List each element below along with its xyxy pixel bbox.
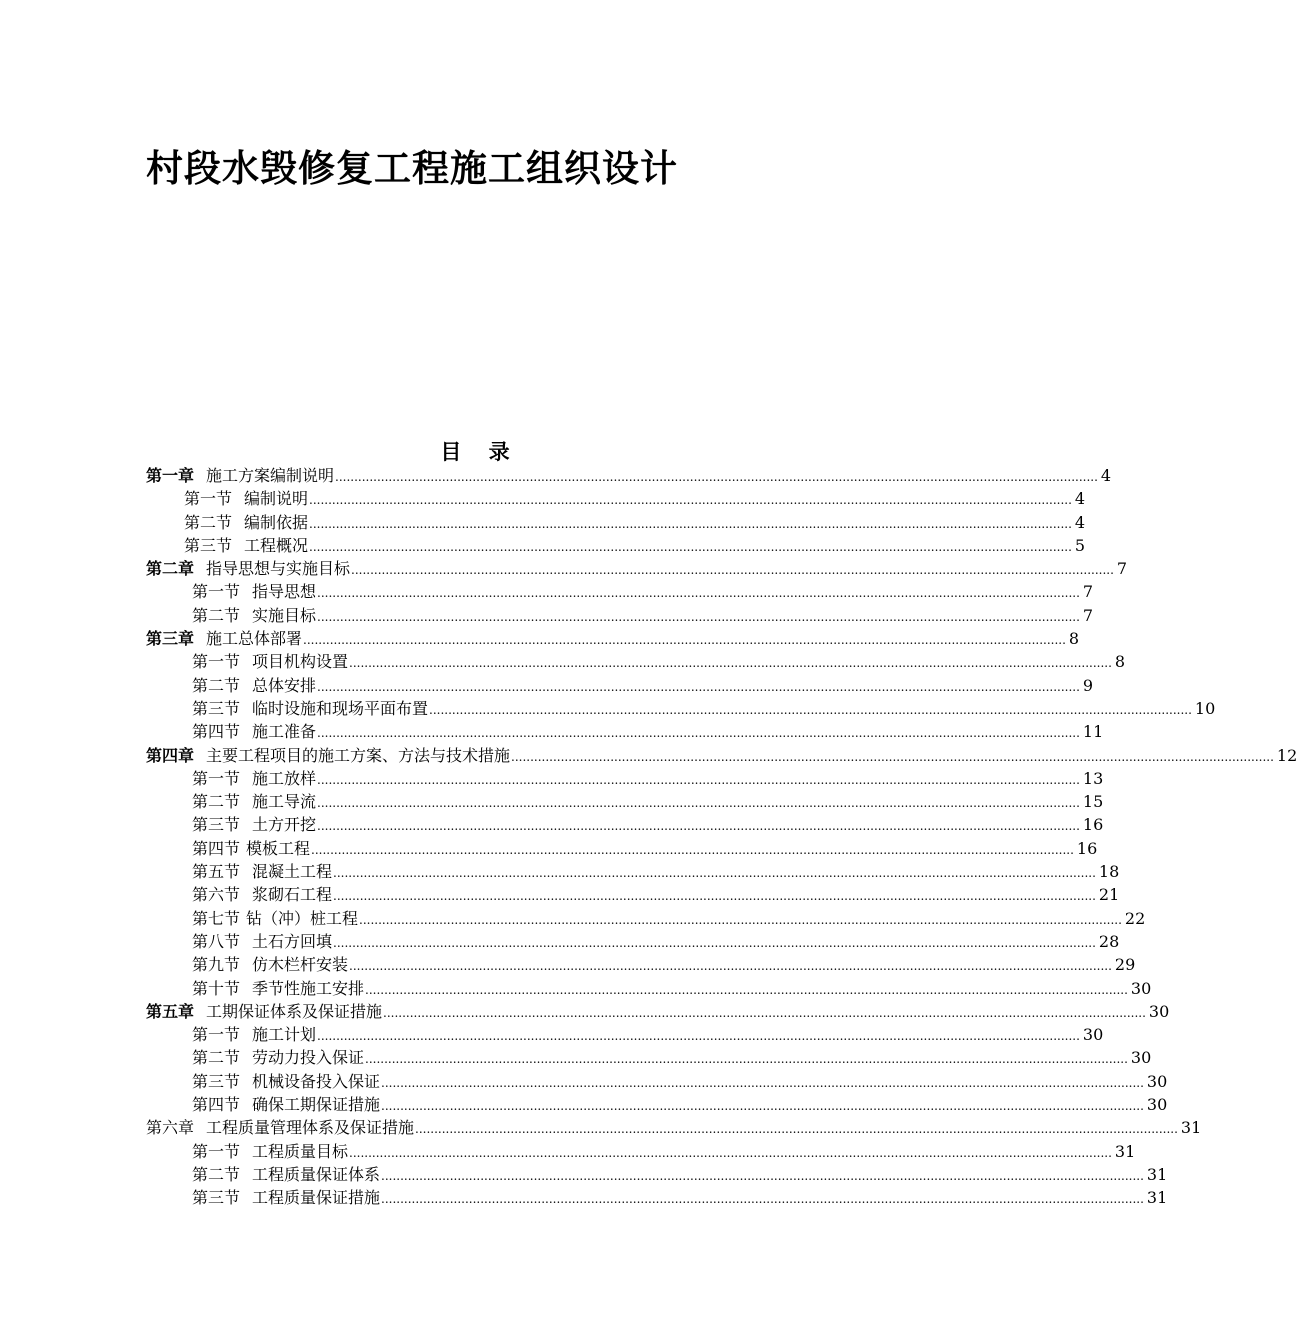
toc-section-entry[interactable]: [146, 697, 1216, 720]
toc-dot-leader: ........................................................................................................................................................................................................: [349, 959, 1112, 974]
toc-page-number: 4: [1100, 466, 1112, 485]
toc-entry-text: 土方开挖: [252, 815, 317, 835]
toc-page-number: 30: [1130, 1048, 1152, 1068]
toc-entry-label: [146, 627, 302, 650]
toc-page-number: 30: [1146, 1095, 1168, 1115]
toc-dot-leader: ........................................................................................................................................................................................................: [349, 1145, 1112, 1160]
toc-section-entry[interactable]: [146, 767, 1104, 790]
toc-entry-label: [192, 580, 316, 603]
toc-page-number: 4: [1074, 489, 1086, 509]
toc-entry-text: 施工方案编制说明: [206, 466, 335, 485]
toc-dot-leader: ........................................................................................................................................................................................................: [349, 656, 1112, 671]
toc-page-number: 28: [1098, 931, 1120, 951]
toc-page-number: 31: [1146, 1164, 1168, 1184]
toc-entry-number: 第五节: [192, 862, 241, 882]
toc-entry-label: [146, 1116, 414, 1139]
toc-chapter-entry[interactable]: [146, 557, 1128, 580]
toc-entry-text: 工程质量目标: [252, 1141, 349, 1161]
toc-entry-number: 第六节: [192, 885, 241, 905]
toc-page-number: 8: [1068, 629, 1080, 649]
toc-page-number: 30: [1148, 1001, 1170, 1021]
toc-entry-number: 第三节: [192, 1071, 241, 1091]
toc-dot-leader: ........................................................................................................................................................................................................: [309, 539, 1072, 554]
toc-page-number: 31: [1146, 1188, 1168, 1208]
toc-section-entry[interactable]: [146, 1070, 1168, 1093]
toc-entry-number: 第三节: [184, 535, 233, 555]
toc-section-entry[interactable]: [146, 534, 1086, 557]
toc-entry-text: 土石方回填: [252, 931, 333, 951]
toc-section-entry[interactable]: [146, 1046, 1152, 1069]
toc-section-entry[interactable]: [146, 1163, 1168, 1186]
toc-dot-leader: ........................................................................................................................................................................................................: [351, 563, 1114, 578]
toc-entry-number: 第四节: [192, 722, 241, 742]
toc-page-number: 7: [1082, 582, 1094, 602]
toc-entry-number: 第二节: [192, 1048, 241, 1068]
toc-page-number: 21: [1098, 885, 1120, 905]
toc-dot-leader: ........................................................................................................................................................................................................: [429, 702, 1192, 717]
toc-entry-number: 第一节: [192, 582, 241, 602]
toc-entry-label: [192, 883, 332, 906]
toc-entry-label: [184, 487, 308, 510]
toc-entry-label: [192, 1140, 348, 1163]
toc-entry-label: [192, 767, 316, 790]
toc-entry-label: [192, 860, 332, 883]
toc-entry-text: 工程质量保证措施: [252, 1188, 381, 1208]
toc-entry-text: 主要工程项目的施工方案、方法与技术措施: [206, 745, 511, 765]
toc-section-entry[interactable]: [146, 1140, 1136, 1163]
toc-dot-leader: ........................................................................................................................................................................................................: [311, 842, 1074, 857]
toc-dot-leader: ........................................................................................................................................................................................................: [309, 516, 1072, 531]
toc-page-number: 9: [1082, 675, 1094, 695]
toc-entry-number: 第一节: [192, 1025, 241, 1045]
toc-entry-number: 第四章: [146, 745, 195, 765]
toc-entry-label: [192, 813, 316, 836]
toc-entry-number: 第二章: [146, 559, 195, 579]
toc-entry-label: [192, 953, 348, 976]
toc-entry-text: 施工放样: [252, 768, 317, 788]
toc-dot-leader: ........................................................................................................................................................................................................: [381, 1192, 1144, 1207]
toc-entry-label: [192, 930, 332, 953]
toc-entry-text: 仿木栏杆安装: [252, 955, 349, 975]
toc-entry-text: 劳动力投入保证: [252, 1048, 365, 1068]
toc-section-entry[interactable]: [146, 907, 1146, 930]
toc-entry-label: [192, 674, 316, 697]
toc-chapter-entry[interactable]: [146, 1000, 1170, 1023]
toc-page-number: 8: [1114, 652, 1126, 672]
toc-dot-leader: ........................................................................................................................................................................................................: [333, 866, 1096, 881]
toc-dot-leader: ........................................................................................................................................................................................................: [317, 586, 1080, 601]
toc-dot-leader: ........................................................................................................................................................................................................: [317, 609, 1080, 624]
toc-entry-label: [146, 557, 350, 580]
toc-dot-leader: ........................................................................................................................................................................................................: [333, 889, 1096, 904]
toc-entry-number: 第五章: [146, 1001, 195, 1021]
toc-entry-label: [192, 697, 428, 720]
toc-entry-number: 第七节: [192, 908, 241, 928]
toc-entry-number: 第十节: [192, 978, 241, 998]
toc-entry-text: 施工导流: [252, 792, 317, 812]
toc-section-entry[interactable]: [146, 883, 1120, 906]
toc-entry-number: 第三节: [192, 698, 241, 718]
toc-entry-number: 第三节: [192, 815, 241, 835]
toc-entry-number: 第九节: [192, 955, 241, 975]
toc-dot-leader: ........................................................................................................................................................................................................: [511, 749, 1274, 764]
toc-entry-number: 第一节: [192, 1141, 241, 1161]
toc-entry-text: 施工总体部署: [206, 629, 303, 649]
toc-entry-text: 工期保证体系及保证措施: [206, 1001, 383, 1021]
toc-page-number: 30: [1082, 1025, 1104, 1045]
toc-page-number: 18: [1098, 862, 1120, 882]
toc-page-number: 7: [1082, 605, 1094, 625]
toc-entry-number: 第三章: [146, 629, 195, 649]
toc-entry-number: 第一节: [184, 489, 233, 509]
toc-entry-text: 总体安排: [252, 675, 317, 695]
toc-entry-label: [192, 790, 316, 813]
toc-chapter-entry[interactable]: [146, 464, 1112, 487]
toc-dot-leader: ........................................................................................................................................................................................................: [365, 982, 1128, 997]
toc-section-entry[interactable]: [146, 1023, 1104, 1046]
toc-entry-text: 施工准备: [252, 722, 317, 742]
toc-entry-label: [192, 837, 310, 860]
toc-dot-leader: ........................................................................................................................................................................................................: [317, 726, 1080, 741]
toc-dot-leader: ........................................................................................................................................................................................................: [333, 935, 1096, 950]
toc-dot-leader: ........................................................................................................................................................................................................: [317, 819, 1080, 834]
toc-chapter-entry[interactable]: [146, 1116, 1202, 1139]
toc-dot-leader: ........................................................................................................................................................................................................: [335, 470, 1098, 484]
toc-entry-number: 第一章: [146, 466, 195, 485]
toc-section-entry[interactable]: [146, 674, 1094, 697]
toc-entry-text: 临时设施和现场平面布置: [252, 698, 429, 718]
toc-dot-leader: ........................................................................................................................................................................................................: [383, 1005, 1146, 1020]
toc-section-entry[interactable]: [146, 1186, 1168, 1209]
toc-section-entry[interactable]: [146, 930, 1120, 953]
toc-section-entry[interactable]: [146, 580, 1094, 603]
toc-dot-leader: ........................................................................................................................................................................................................: [317, 1029, 1080, 1044]
toc-entry-text: 实施目标: [252, 605, 317, 625]
toc-entry-number: 第四节: [192, 1095, 241, 1115]
toc-entry-label: [192, 907, 358, 930]
toc-entry-number: 第二节: [192, 605, 241, 625]
toc-entry-label: [192, 604, 316, 627]
toc-page-number: 10: [1194, 698, 1216, 718]
toc-section-entry[interactable]: [146, 650, 1126, 673]
toc-entry-text: 模板工程: [246, 838, 311, 858]
toc-section-entry[interactable]: [146, 953, 1136, 976]
toc-entry-label: [192, 977, 364, 1000]
toc-entry-number: 第三节: [192, 1188, 241, 1208]
toc-entry-label: [192, 1023, 316, 1046]
toc-dot-leader: ........................................................................................................................................................................................................: [415, 1122, 1178, 1137]
toc-entry-number: 第四节: [192, 838, 241, 858]
toc-entry-text: 工程概况: [244, 535, 309, 555]
toc-entry-number: 第六章: [146, 1118, 195, 1138]
toc-page-number: 5: [1074, 535, 1086, 555]
toc-entry-label: [192, 720, 316, 743]
toc-entry-number: 第一节: [192, 768, 241, 788]
toc-entry-text: 编制依据: [244, 512, 309, 532]
toc-heading: 目 录: [440, 440, 520, 464]
toc-entry-text: 钻（冲）桩工程: [246, 908, 359, 928]
toc-entry-label: [192, 1070, 380, 1093]
toc-entry-text: 混凝土工程: [252, 862, 333, 882]
toc-section-entry[interactable]: [146, 511, 1086, 534]
toc-page-number: 22: [1124, 908, 1146, 928]
toc-entry-text: 确保工期保证措施: [252, 1095, 381, 1115]
toc-entry-label: [184, 511, 308, 534]
toc-page-number: 30: [1146, 1071, 1168, 1091]
toc-entry-text: 编制说明: [244, 489, 309, 509]
toc-entry-number: 第二节: [184, 512, 233, 532]
toc-entry-text: 指导思想: [252, 582, 317, 602]
toc-section-entry[interactable]: [146, 720, 1104, 743]
toc-section-entry[interactable]: [146, 977, 1152, 1000]
document-title: 村段水毁修复工程施工组织设计: [146, 147, 678, 190]
toc-section-entry[interactable]: [146, 837, 1098, 860]
toc-entry-number: 第二节: [192, 675, 241, 695]
toc-entry-number: 第二节: [192, 1164, 241, 1184]
toc-entry-text: 机械设备投入保证: [252, 1071, 381, 1091]
toc-dot-leader: ........................................................................................................................................................................................................: [317, 796, 1080, 811]
toc-entry-label: [192, 650, 348, 673]
toc-entry-text: 工程质量保证体系: [252, 1164, 381, 1184]
toc-entry-label: [192, 1046, 364, 1069]
toc-entry-text: 指导思想与实施目标: [206, 559, 351, 579]
toc-entry-text: 浆砌石工程: [252, 885, 333, 905]
toc-entry-label: [146, 464, 334, 487]
toc-entry-number: 第二节: [192, 792, 241, 812]
toc-entry-text: 项目机构设置: [252, 652, 349, 672]
toc-section-entry[interactable]: [146, 487, 1086, 510]
toc-page-number: 13: [1082, 768, 1104, 788]
toc-section-entry[interactable]: [146, 1093, 1168, 1116]
table-of-contents: [146, 464, 1297, 1210]
toc-section-entry[interactable]: [146, 813, 1104, 836]
toc-entry-text: 施工计划: [252, 1025, 317, 1045]
toc-entry-text: 工程质量管理体系及保证措施: [206, 1118, 415, 1138]
toc-section-entry[interactable]: [146, 860, 1120, 883]
toc-entry-label: [184, 534, 308, 557]
toc-chapter-entry[interactable]: [146, 627, 1080, 650]
toc-page-number: 4: [1074, 512, 1086, 532]
toc-chapter-entry[interactable]: [146, 744, 1297, 767]
toc-dot-leader: ........................................................................................................................................................................................................: [317, 679, 1080, 694]
toc-section-entry[interactable]: [146, 790, 1104, 813]
toc-page-number: 11: [1082, 722, 1104, 742]
toc-dot-leader: ........................................................................................................................................................................................................: [359, 912, 1122, 927]
toc-page-number: 31: [1114, 1141, 1136, 1161]
toc-entry-label: [192, 1163, 380, 1186]
toc-dot-leader: ........................................................................................................................................................................................................: [381, 1099, 1144, 1114]
toc-entry-label: [146, 744, 510, 767]
toc-page-number: 7: [1116, 559, 1128, 579]
toc-entry-label: [146, 1000, 382, 1023]
toc-entry-label: [192, 1186, 380, 1209]
toc-dot-leader: ........................................................................................................................................................................................................: [317, 772, 1080, 787]
toc-page-number: 31: [1180, 1118, 1202, 1138]
toc-page-number: 16: [1082, 815, 1104, 835]
toc-page-number: 29: [1114, 955, 1136, 975]
toc-entry-text: 季节性施工安排: [252, 978, 365, 998]
toc-page-number: 15: [1082, 792, 1104, 812]
toc-page-number: 12: [1276, 745, 1297, 765]
toc-entry-number: 第八节: [192, 931, 241, 951]
toc-section-entry[interactable]: [146, 604, 1094, 627]
toc-page-number: 16: [1076, 838, 1098, 858]
toc-dot-leader: ........................................................................................................................................................................................................: [365, 1052, 1128, 1067]
toc-dot-leader: ........................................................................................................................................................................................................: [303, 633, 1066, 648]
toc-entry-number: 第一节: [192, 652, 241, 672]
toc-dot-leader: ........................................................................................................................................................................................................: [309, 493, 1072, 508]
toc-page-number: 30: [1130, 978, 1152, 998]
toc-dot-leader: ........................................................................................................................................................................................................: [381, 1168, 1144, 1183]
toc-dot-leader: ........................................................................................................................................................................................................: [381, 1075, 1144, 1090]
toc-entry-label: [192, 1093, 380, 1116]
